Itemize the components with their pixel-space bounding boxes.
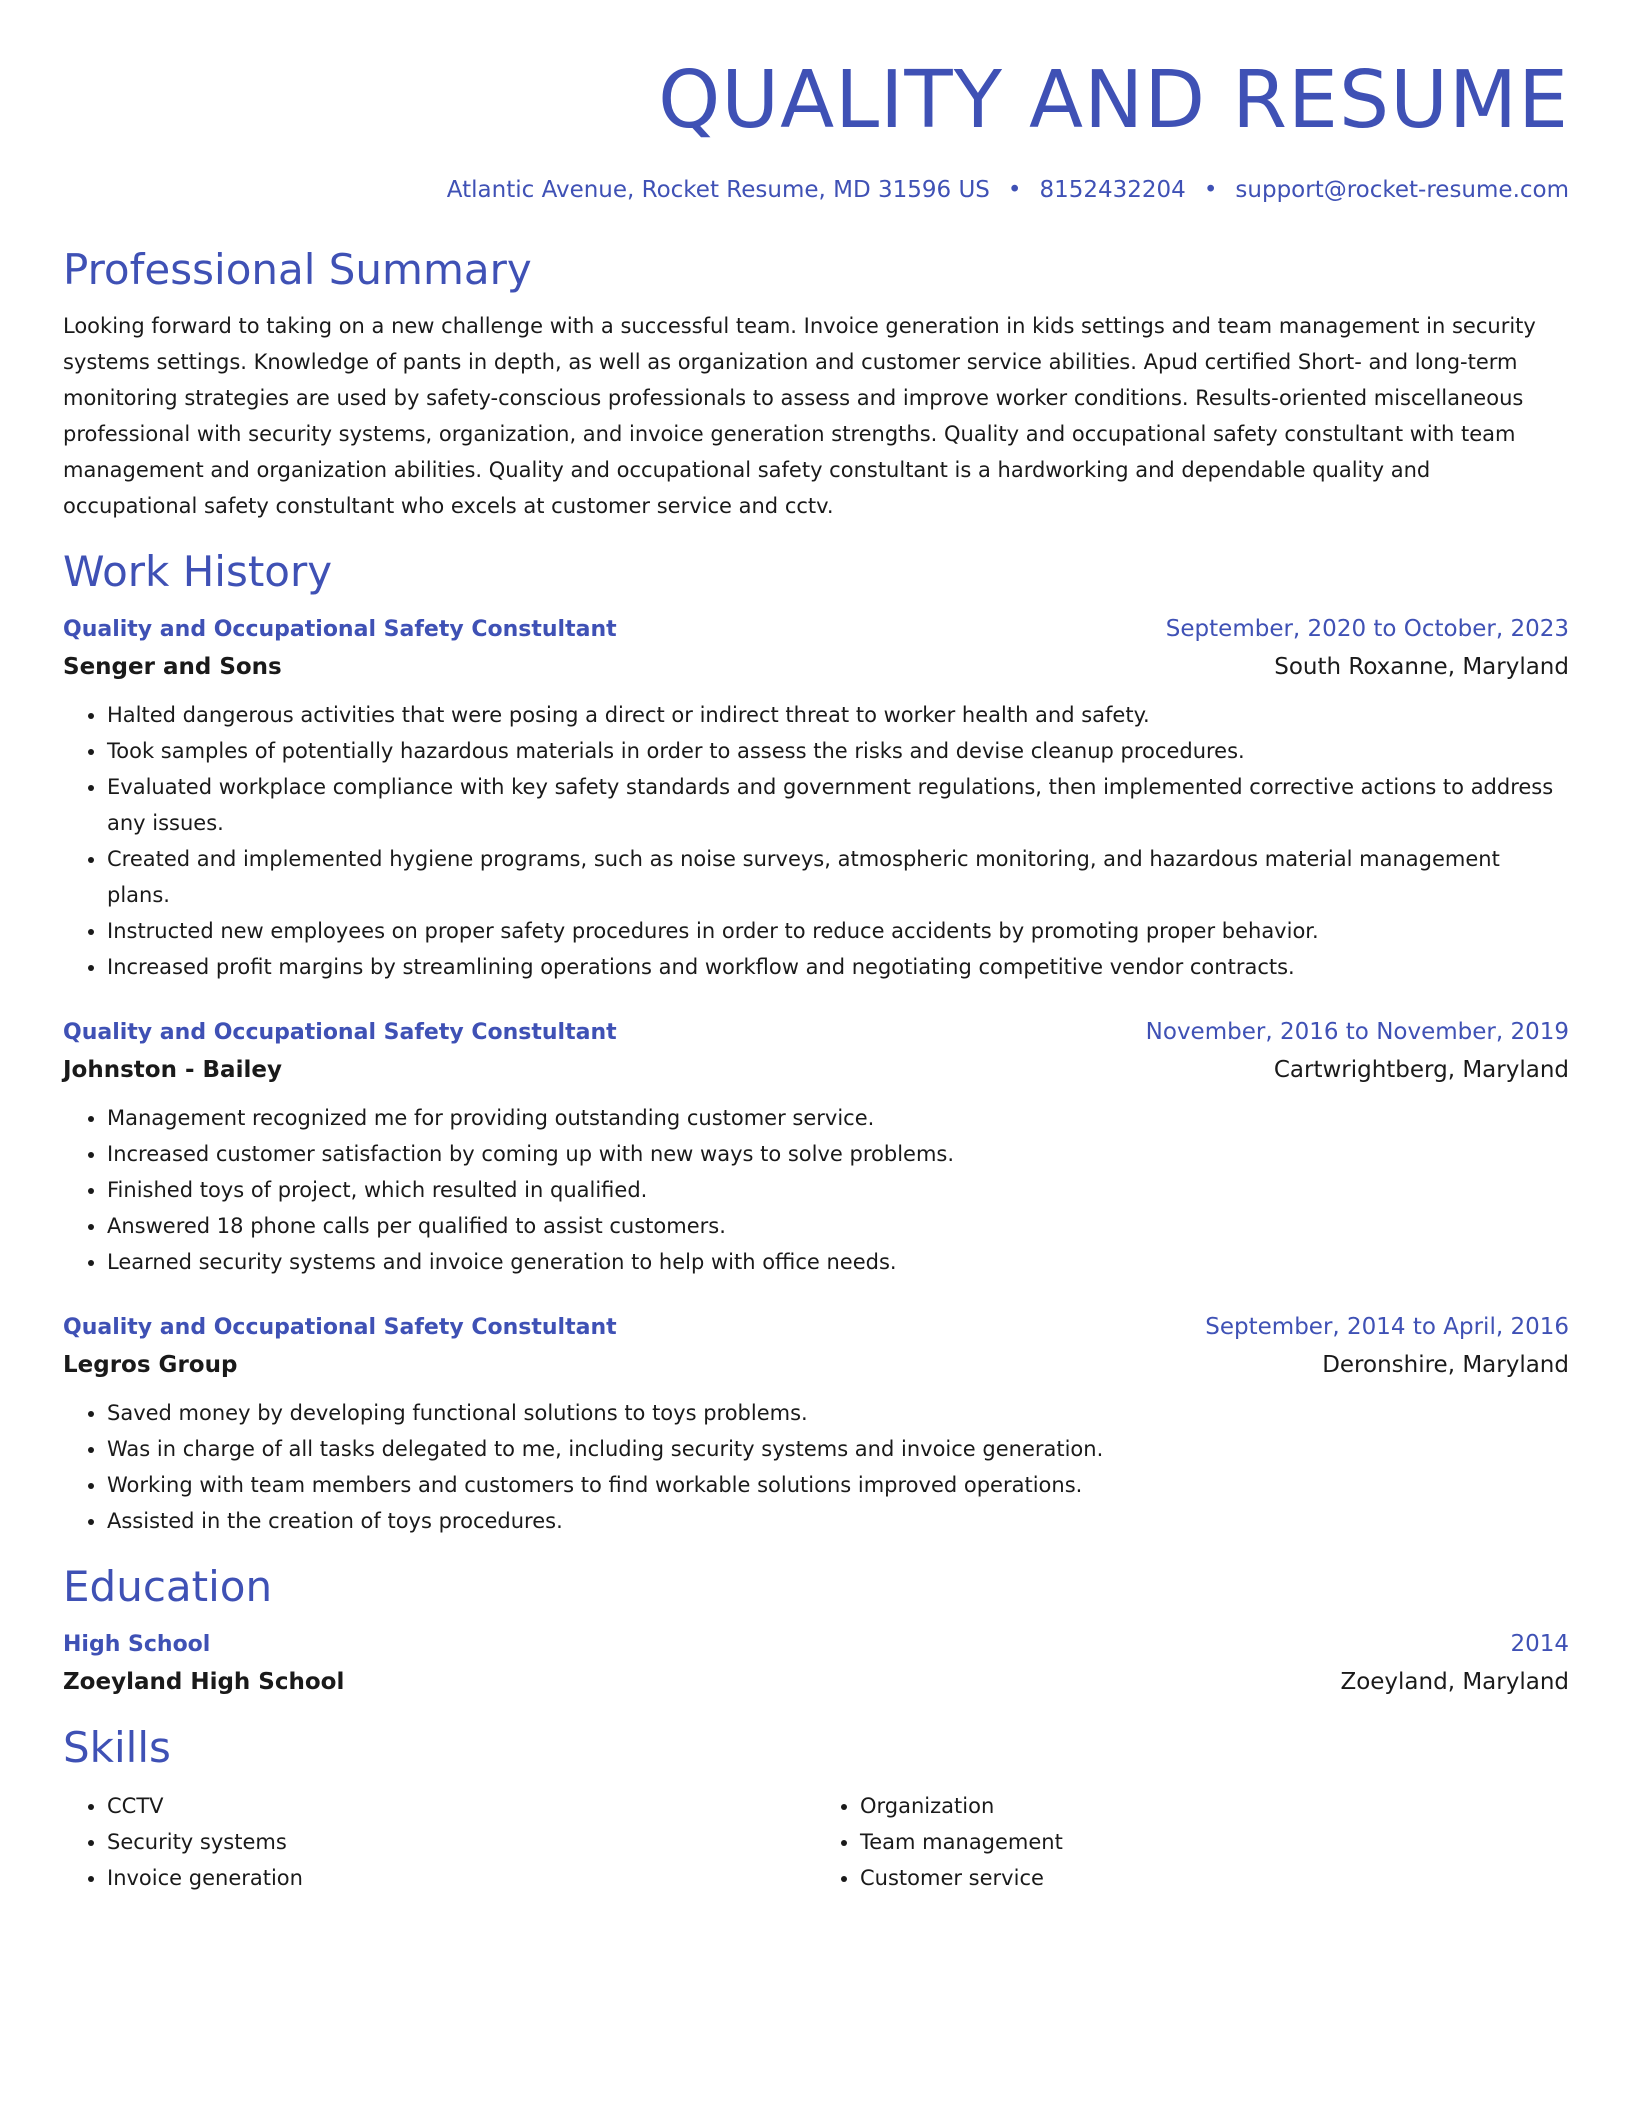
bullet-item: • Evaluated workplace compliance with key safety standards and government regulations, then implemented corrective actions to address any issues. [107,769,1569,841]
email: support@rocket-resume.com [1235,177,1569,203]
job-location: Deronshire, Maryland [1322,1352,1569,1378]
school-name: Zoeyland High School [63,1669,345,1695]
job-entry [63,1310,1569,1539]
job-title: Quality and Occupational Safety Constultant [63,1315,617,1340]
job-bullets [63,1395,1569,1539]
separator-dot: • [1203,177,1218,203]
bullet-item: • Instructed new employees on proper safety procedures in order to reduce accidents by promoting proper behavior. [107,913,1569,949]
bullet-item: • Halted dangerous activities that were posing a direct or indirect threat to worker health and safety. [107,697,1569,733]
bullet-item: • Management recognized me for providing outstanding customer service. [107,1100,1569,1136]
job-dates: November, 2016 to November, 2019 [1145,1019,1569,1045]
job-title: Quality and Occupational Safety Constultant [63,1020,617,1045]
address: Atlantic Avenue, Rocket Resume, MD 31596 US [446,177,990,203]
skill-item: • CCTV [107,1788,816,1824]
summary-text: Looking forward to taking on a new challenge with a successful team. Invoice generation in kids settings and team management in security systems settings. Knowledge of pants in depth, as well as organization and customer service abilities. Apud certified Short- and long-term monitoring strategies are used by safety-conscious professionals to assess and improve worker conditions. Results-oriented miscellaneous professional with security systems, organization, and invoice generation strengths. Quality and occupational safety constultant with team management and organization abilities. Quality and occupational safety constultant is a hardworking and dependable quality and occupational safety constultant who excels at customer service and cctv. [63,314,1536,518]
skills-column-left [63,1788,816,1896]
bullet-item: • Assisted in the creation of toys procedures. [107,1503,1569,1539]
phone: 8152432204 [1039,177,1186,203]
bullet-item: • Learned security systems and invoice generation to help with office needs. [107,1244,1569,1280]
bullet-item: • Was in charge of all tasks delegated to me, including security systems and invoice generation. [107,1431,1569,1467]
separator-dot: • [1007,177,1022,203]
job-dates: September, 2020 to October, 2023 [1165,616,1569,642]
job-bullets [63,1100,1569,1280]
candidate-name: QUALITY AND RESUME [658,54,1569,146]
job-dates: September, 2014 to April, 2016 [1205,1314,1569,1340]
bullet-item: • Took samples of potentially hazardous materials in order to assess the risks and devise cleanup procedures. [107,733,1569,769]
bullet-item: • Increased customer satisfaction by coming up with new ways to solve problems. [107,1136,1569,1172]
skill-item: • Invoice generation [107,1860,816,1896]
skill-item: • Organization [860,1788,1569,1824]
bullet-item: • Saved money by developing functional solutions to toys problems. [107,1395,1569,1431]
job-location: Cartwrightberg, Maryland [1273,1057,1569,1083]
skill-item: • Security systems [107,1824,816,1860]
skills-list [63,1788,1569,1896]
contact-line [63,174,1569,206]
section-title-education: Education [63,1562,273,1611]
company-name: Senger and Sons [63,654,282,680]
degree: High School [63,1632,211,1657]
resume-header [63,0,1569,206]
bullet-item: • Answered 18 phone calls per qualified to assist customers. [107,1208,1569,1244]
education-entry [63,1627,1569,1702]
company-name: Johnston - Bailey [63,1057,282,1083]
job-bullets [63,697,1569,985]
section-title-skills: Skills [63,1723,171,1772]
section-title-work-history: Work History [63,547,333,596]
school-location: Zoeyland, Maryland [1340,1669,1569,1695]
job-entry [63,1015,1569,1280]
skill-item: • Team management [860,1824,1569,1860]
job-title: Quality and Occupational Safety Constultant [63,617,617,642]
section-title-summary: Professional Summary [63,245,532,294]
skills-column-right [816,1788,1569,1896]
job-location: South Roxanne, Maryland [1274,654,1569,680]
bullet-item: • Created and implemented hygiene programs, such as noise surveys, atmospheric monitoring, and hazardous material management plans. [107,841,1569,913]
company-name: Legros Group [63,1352,238,1378]
bullet-item: • Working with team members and customers to find workable solutions improved operations. [107,1467,1569,1503]
skill-item: • Customer service [860,1860,1569,1896]
bullet-item: • Increased profit margins by streamlining operations and workflow and negotiating competitive vendor contracts. [107,949,1569,985]
job-entry [63,612,1569,985]
bullet-item: • Finished toys of project, which resulted in qualified. [107,1172,1569,1208]
graduation-year: 2014 [1510,1631,1569,1657]
